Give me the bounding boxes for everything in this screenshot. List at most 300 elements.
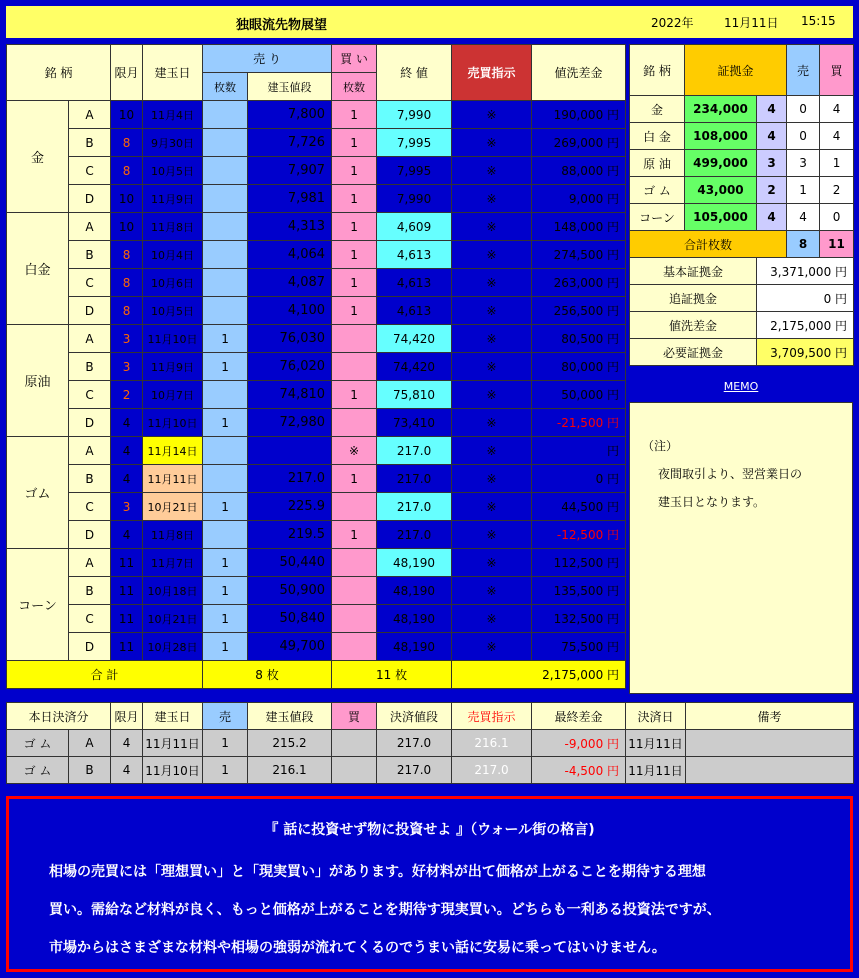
quote-line-1: 相場の売買には「理想買い」と「現実買い」があります。好材料が出て価格が上がることを期待する理想 [49, 864, 706, 880]
cell-m: 3 [111, 493, 143, 521]
table-row [7, 353, 626, 381]
margin-n: 金 [630, 96, 685, 123]
need-label: 必要証拠金 [630, 339, 757, 366]
margin-s: 0 [787, 96, 820, 123]
cell-p: 217.0 [248, 465, 332, 493]
header-year: 2022年 [651, 16, 694, 30]
cell-d: 10月6日 [143, 269, 203, 297]
cell-s: ※ [452, 409, 532, 437]
margin-u: 2 [757, 177, 787, 204]
table-row [7, 297, 626, 325]
cell-bq: 1 [332, 381, 377, 409]
margin-b: 1 [820, 150, 854, 177]
cell-sq [203, 241, 248, 269]
settle-d: 1 [203, 757, 248, 784]
col-sign: 売買指示 [452, 45, 532, 101]
cell-m: 3 [111, 353, 143, 381]
group-label: 金 [7, 101, 69, 213]
table-row [7, 577, 626, 605]
cell-code: D [69, 185, 111, 213]
cell-m: 11 [111, 605, 143, 633]
margin-u: 3 [757, 150, 787, 177]
settle-col-a: 本日決済分 [7, 703, 111, 730]
side-col-sell: 売 [787, 45, 820, 96]
cell-s: ※ [452, 381, 532, 409]
cell-bq [332, 605, 377, 633]
col-sell: 売 り [203, 45, 332, 73]
cell-code: D [69, 409, 111, 437]
table-row [7, 465, 626, 493]
cell-sq [203, 213, 248, 241]
cell-v: 135,500 円 [532, 577, 626, 605]
margin-n: コーン [630, 204, 685, 231]
settlement-row [7, 730, 854, 757]
cell-p: 49,700 [248, 633, 332, 661]
cell-v: 269,000 円 [532, 129, 626, 157]
total-sell: 8 枚 [203, 661, 332, 689]
cell-m: 11 [111, 577, 143, 605]
margin-row [630, 204, 854, 231]
cell-sq [203, 269, 248, 297]
cell-d: 10月5日 [143, 157, 203, 185]
cell-m: 8 [111, 297, 143, 325]
cell-v: 112,500 円 [532, 549, 626, 577]
cell-p: 50,840 [248, 605, 332, 633]
margin-m: 108,000 [685, 123, 757, 150]
margin-b: 4 [820, 96, 854, 123]
settle-f [332, 757, 377, 784]
cell-d: 9月30日 [143, 129, 203, 157]
cell-v: 256,500 円 [532, 297, 626, 325]
margin-b: 4 [820, 123, 854, 150]
cell-m: 8 [111, 129, 143, 157]
cell-s: ※ [452, 577, 532, 605]
settle-b: 4 [111, 730, 143, 757]
settle-f [332, 730, 377, 757]
col-month: 限月 [111, 45, 143, 101]
margin-u: 4 [757, 123, 787, 150]
cell-m: 10 [111, 101, 143, 129]
cell-s: ※ [452, 241, 532, 269]
margin-n: ゴ ム [630, 177, 685, 204]
cell-d: 11月9日 [143, 185, 203, 213]
settle-i: -4,500 円 [532, 757, 626, 784]
settle-d: 1 [203, 730, 248, 757]
margin-row [630, 150, 854, 177]
cell-m: 3 [111, 325, 143, 353]
cell-d: 11月11日 [143, 465, 203, 493]
memo-line-3: 建玉日となります。 [658, 495, 766, 509]
total-label: 合 計 [7, 661, 203, 689]
cell-sq [203, 297, 248, 325]
settle-h: 217.0 [452, 757, 532, 784]
memo-line-2: 夜間取引より、翌営業日の [658, 467, 803, 481]
margin-s: 3 [787, 150, 820, 177]
cell-v: 44,500 円 [532, 493, 626, 521]
quote-line-3: 市場からはさまざまな材料や相場の強弱が流れてくるのでうまい話に安易に乗ってはいけません。 [49, 940, 666, 956]
cell-sq: 1 [203, 325, 248, 353]
cell-c: 4,613 [377, 241, 452, 269]
settle-col-g: 決済値段 [377, 703, 452, 730]
cell-code: A [69, 437, 111, 465]
side-col-brand: 銘 柄 [630, 45, 685, 96]
table-row [7, 157, 626, 185]
cell-c: 7,990 [377, 185, 452, 213]
group-label: 原油 [7, 325, 69, 437]
margin-m: 499,000 [685, 150, 757, 177]
page-title: 独眼流先物展望 [236, 18, 328, 33]
cell-p: 76,030 [248, 325, 332, 353]
memo-link[interactable]: MEMO [723, 380, 759, 393]
col-buy-qty: 枚数 [332, 73, 377, 101]
settlement-row [7, 757, 854, 784]
cell-p: 4,313 [248, 213, 332, 241]
table-row [7, 241, 626, 269]
table-row [7, 269, 626, 297]
cell-d: 11月14日 [143, 437, 203, 465]
side-total-buy: 11 [820, 231, 854, 258]
cell-v: 50,000 円 [532, 381, 626, 409]
settle-col-b: 限月 [111, 703, 143, 730]
cell-bq: 1 [332, 465, 377, 493]
cell-p: 219.5 [248, 521, 332, 549]
cell-bq: 1 [332, 213, 377, 241]
cell-d: 11月10日 [143, 409, 203, 437]
cell-code: A [69, 213, 111, 241]
table-row [7, 493, 626, 521]
table-row [7, 633, 626, 661]
cell-bq [332, 353, 377, 381]
settle-a: ゴ ム [7, 757, 69, 784]
margin-m: 105,000 [685, 204, 757, 231]
cell-bq: 1 [332, 241, 377, 269]
margin-m: 234,000 [685, 96, 757, 123]
cell-v: 9,000 円 [532, 185, 626, 213]
side-total-sell: 8 [787, 231, 820, 258]
total-buy: 11 枚 [332, 661, 452, 689]
margin-s: 1 [787, 177, 820, 204]
table-row [7, 129, 626, 157]
cell-code: D [69, 297, 111, 325]
cell-sq [203, 101, 248, 129]
settle-col-e: 建玉値段 [248, 703, 332, 730]
margin-n: 原 油 [630, 150, 685, 177]
settle-code: A [69, 730, 111, 757]
settle-col-i: 最終差金 [532, 703, 626, 730]
cell-v: 75,500 円 [532, 633, 626, 661]
cell-code: C [69, 493, 111, 521]
cell-s: ※ [452, 353, 532, 381]
settle-col-f: 買 [332, 703, 377, 730]
cell-bq [332, 493, 377, 521]
margin-b: 2 [820, 177, 854, 204]
margin-b: 0 [820, 204, 854, 231]
cell-v: -21,500 円 [532, 409, 626, 437]
cell-m: 11 [111, 633, 143, 661]
cell-code: A [69, 549, 111, 577]
cell-c: 4,609 [377, 213, 452, 241]
cell-m: 8 [111, 241, 143, 269]
cell-bq: 1 [332, 129, 377, 157]
cell-code: A [69, 101, 111, 129]
margin-row [630, 177, 854, 204]
cell-sq: 1 [203, 409, 248, 437]
cell-bq: 1 [332, 185, 377, 213]
settle-b: 4 [111, 757, 143, 784]
table-row [7, 213, 626, 241]
cell-v: 0 円 [532, 465, 626, 493]
cell-sq: 1 [203, 633, 248, 661]
quote-title: 『 話に投資せず物に投資せよ 』（ウォール街の格言) [264, 822, 595, 838]
cell-p: 50,900 [248, 577, 332, 605]
basic-label: 基本証拠金 [630, 258, 757, 285]
cell-p: 7,800 [248, 101, 332, 129]
cell-s: ※ [452, 101, 532, 129]
cell-c: 217.0 [377, 493, 452, 521]
table-row [7, 605, 626, 633]
cell-c: 48,190 [377, 577, 452, 605]
cell-bq: 1 [332, 297, 377, 325]
settle-col-h: 売買指示 [452, 703, 532, 730]
cell-v: 148,000 円 [532, 213, 626, 241]
cell-sq [203, 381, 248, 409]
cell-d: 11月9日 [143, 353, 203, 381]
cell-v: 80,500 円 [532, 325, 626, 353]
cell-bq: 1 [332, 157, 377, 185]
cell-s: ※ [452, 325, 532, 353]
cell-s: ※ [452, 493, 532, 521]
memo-box [629, 402, 853, 694]
group-label: 白金 [7, 213, 69, 325]
cell-m: 4 [111, 409, 143, 437]
quote-box [6, 796, 853, 972]
cell-c: 75,810 [377, 381, 452, 409]
cell-s: ※ [452, 269, 532, 297]
cell-sq: 1 [203, 577, 248, 605]
settle-k [686, 757, 854, 784]
cell-d: 10月7日 [143, 381, 203, 409]
cell-c: 48,190 [377, 549, 452, 577]
cell-v: 80,000 円 [532, 353, 626, 381]
cell-c: 73,410 [377, 409, 452, 437]
cell-d: 11月8日 [143, 213, 203, 241]
cell-p: 4,087 [248, 269, 332, 297]
cell-code: C [69, 269, 111, 297]
cell-c: 7,995 [377, 157, 452, 185]
cell-d: 11月10日 [143, 325, 203, 353]
side-col-buy: 買 [820, 45, 854, 96]
settle-i: -9,000 円 [532, 730, 626, 757]
settle-e: 215.2 [248, 730, 332, 757]
cell-m: 8 [111, 269, 143, 297]
cell-code: C [69, 605, 111, 633]
cell-m: 10 [111, 185, 143, 213]
cell-sq: 1 [203, 549, 248, 577]
cell-code: B [69, 353, 111, 381]
settle-col-c: 建玉日 [143, 703, 203, 730]
basic-value: 3,371,000 円 [757, 258, 854, 285]
table-row [7, 437, 626, 465]
cell-p: 7,907 [248, 157, 332, 185]
cell-c: 48,190 [377, 633, 452, 661]
need-value: 3,709,500 円 [757, 339, 854, 366]
margin-row [630, 96, 854, 123]
settle-a: ゴ ム [7, 730, 69, 757]
cell-p: 7,726 [248, 129, 332, 157]
cell-c: 7,995 [377, 129, 452, 157]
settle-g: 217.0 [377, 730, 452, 757]
table-row [7, 409, 626, 437]
diff-label: 値洗差金 [630, 312, 757, 339]
table-row [7, 325, 626, 353]
cell-bq: 1 [332, 269, 377, 297]
cell-c: 48,190 [377, 605, 452, 633]
settlement-table [6, 702, 854, 784]
header-bar [6, 6, 853, 38]
margin-u: 4 [757, 96, 787, 123]
cell-c: 7,990 [377, 101, 452, 129]
cell-s: ※ [452, 549, 532, 577]
cell-code: B [69, 129, 111, 157]
cell-p: 4,100 [248, 297, 332, 325]
settle-e: 216.1 [248, 757, 332, 784]
table-row [7, 381, 626, 409]
cell-c: 217.0 [377, 521, 452, 549]
cell-sq: 1 [203, 493, 248, 521]
cell-d: 11月7日 [143, 549, 203, 577]
cell-bq: 1 [332, 101, 377, 129]
cell-d: 11月8日 [143, 521, 203, 549]
cell-sq [203, 185, 248, 213]
cell-s: ※ [452, 129, 532, 157]
cell-s: ※ [452, 465, 532, 493]
settle-code: B [69, 757, 111, 784]
cell-d: 10月5日 [143, 297, 203, 325]
cell-sq [203, 521, 248, 549]
cell-sq [203, 157, 248, 185]
cell-v: -12,500 円 [532, 521, 626, 549]
cell-code: B [69, 577, 111, 605]
cell-bq: ※ [332, 437, 377, 465]
margin-u: 4 [757, 204, 787, 231]
cell-v: 190,000 円 [532, 101, 626, 129]
cell-d: 10月21日 [143, 605, 203, 633]
cell-s: ※ [452, 185, 532, 213]
cell-m: 10 [111, 213, 143, 241]
cell-m: 4 [111, 521, 143, 549]
cell-p: 225.9 [248, 493, 332, 521]
cell-s: ※ [452, 297, 532, 325]
side-total-label: 合計枚数 [630, 231, 787, 258]
cell-v: 263,000 円 [532, 269, 626, 297]
cell-bq [332, 409, 377, 437]
cell-code: A [69, 325, 111, 353]
margin-s: 0 [787, 123, 820, 150]
cell-sq: 1 [203, 353, 248, 381]
table-row [7, 549, 626, 577]
cell-m: 2 [111, 381, 143, 409]
cell-code: B [69, 465, 111, 493]
cell-m: 8 [111, 157, 143, 185]
table-row [7, 185, 626, 213]
side-col-margin: 証拠金 [685, 45, 787, 96]
add-value: 0 円 [757, 285, 854, 312]
cell-code: B [69, 241, 111, 269]
margin-row [630, 123, 854, 150]
cell-m: 11 [111, 549, 143, 577]
group-label: ゴム [7, 437, 69, 549]
cell-p: 76,020 [248, 353, 332, 381]
header-time: 15:15 [801, 14, 836, 28]
cell-s: ※ [452, 605, 532, 633]
cell-s: ※ [452, 521, 532, 549]
cell-d: 10月21日 [143, 493, 203, 521]
settle-col-j: 決済日 [626, 703, 686, 730]
cell-m: 4 [111, 465, 143, 493]
col-date: 建玉日 [143, 45, 203, 101]
cell-s: ※ [452, 633, 532, 661]
cell-p: 4,064 [248, 241, 332, 269]
cell-d: 11月4日 [143, 101, 203, 129]
cell-bq [332, 577, 377, 605]
cell-sq [203, 129, 248, 157]
diff-value: 2,175,000 円 [757, 312, 854, 339]
margin-n: 白 金 [630, 123, 685, 150]
cell-c: 4,613 [377, 297, 452, 325]
settle-col-d: 売 [203, 703, 248, 730]
cell-v: 88,000 円 [532, 157, 626, 185]
cell-p [248, 437, 332, 465]
cell-p: 7,981 [248, 185, 332, 213]
total-row [7, 661, 626, 689]
group-label: コーン [7, 549, 69, 661]
cell-sq [203, 465, 248, 493]
settle-col-k: 備考 [686, 703, 854, 730]
cell-p: 72,980 [248, 409, 332, 437]
cell-d: 10月18日 [143, 577, 203, 605]
col-price: 建玉値段 [248, 73, 332, 101]
cell-code: D [69, 633, 111, 661]
settle-j: 11月11日 [626, 730, 686, 757]
positions-table [6, 44, 626, 689]
cell-sq [203, 437, 248, 465]
cell-sq: 1 [203, 605, 248, 633]
cell-bq [332, 325, 377, 353]
settle-c: 11月11日 [143, 730, 203, 757]
memo-line-1: （注） [642, 439, 679, 453]
col-close: 終 値 [377, 45, 452, 101]
cell-v: 274,500 円 [532, 241, 626, 269]
cell-code: C [69, 157, 111, 185]
margin-table [629, 44, 854, 366]
quote-line-2: 買い。需給など材料が良く、もっと価格が上がることを期待す現実買い。どちらも一利ある投資法ですが、 [49, 902, 721, 918]
cell-v: 円 [532, 437, 626, 465]
cell-d: 10月4日 [143, 241, 203, 269]
cell-bq [332, 549, 377, 577]
cell-s: ※ [452, 213, 532, 241]
cell-p: 50,440 [248, 549, 332, 577]
settle-c: 11月10日 [143, 757, 203, 784]
cell-v: 132,500 円 [532, 605, 626, 633]
settle-h: 216.1 [452, 730, 532, 757]
cell-code: D [69, 521, 111, 549]
cell-c: 217.0 [377, 465, 452, 493]
cell-m: 4 [111, 437, 143, 465]
cell-s: ※ [452, 437, 532, 465]
col-buy: 買 い [332, 45, 377, 73]
total-diff: 2,175,000 円 [452, 661, 626, 689]
settle-g: 217.0 [377, 757, 452, 784]
